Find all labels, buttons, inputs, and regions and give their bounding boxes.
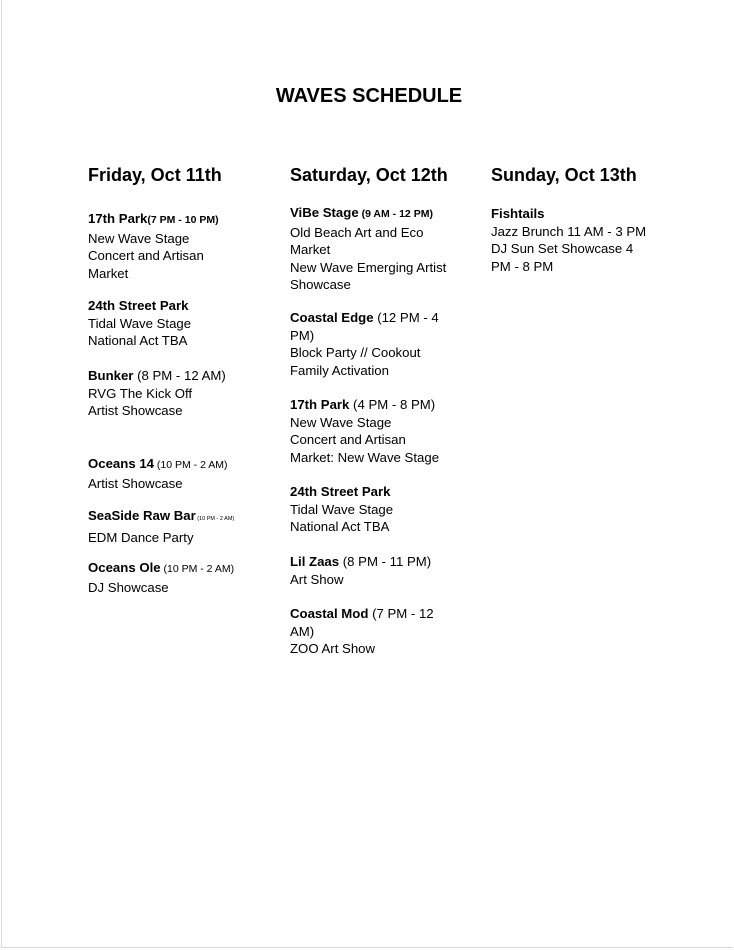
venue-name: Bunker: [88, 368, 134, 383]
event-line: Artist Showcase: [88, 475, 183, 491]
event-line: National Act TBA: [88, 333, 188, 348]
venue-name: Lil Zaas: [290, 554, 340, 569]
venue-name: Fishtails: [491, 206, 545, 221]
day-column-saturday: [290, 163, 460, 656]
venue-name: 17th Park: [88, 211, 148, 226]
event-line: Market: [290, 242, 331, 257]
venue-name: Oceans 14: [88, 456, 154, 471]
event-line: ZOO Art Show: [290, 641, 376, 656]
event-time: (10 PM - 2 AM): [153, 459, 228, 471]
event-line: New Wave Emerging Artist: [290, 259, 447, 275]
event-line: Market: New Wave Stage: [290, 449, 440, 465]
event-line: DJ Showcase: [88, 579, 169, 595]
event-block: [88, 210, 278, 282]
day-heading: Friday, Oct 11th: [88, 165, 222, 185]
event-block: [491, 205, 661, 275]
venue-name: Oceans Ole: [88, 560, 161, 575]
venue-name: Coastal Mod: [290, 606, 369, 621]
event-block: [290, 605, 460, 658]
venue-name: 24th Street Park: [88, 298, 189, 313]
page-title: WAVES SCHEDULE: [275, 85, 463, 107]
event-time: (7 PM - 10 PM): [147, 214, 219, 226]
event-time: (9 AM - 12 PM): [358, 208, 433, 220]
event-block: [88, 367, 278, 420]
event-line: Tidal Wave Stage: [290, 501, 394, 517]
event-block: [290, 553, 460, 588]
event-line: Art Show: [290, 571, 344, 587]
venue-name: 24th Street Park: [290, 484, 391, 499]
event-block: [88, 455, 278, 492]
event-block: [290, 396, 460, 466]
event-line: Artist Showcase: [88, 403, 183, 418]
event-time-cont: AM): [290, 623, 315, 639]
event-line: Showcase: [290, 277, 351, 292]
event-time-cont: PM): [290, 327, 315, 343]
day-column-friday: [88, 163, 278, 595]
event-block: [88, 559, 278, 596]
event-block: [88, 297, 278, 350]
event-line: EDM Dance Party: [88, 529, 194, 545]
event-line: Market: [88, 265, 129, 281]
event-line: PM - 8 PM: [491, 258, 554, 274]
venue-name: 17th Park: [290, 397, 350, 412]
event-time: (7 PM - 12: [368, 606, 434, 621]
event-time: (8 PM - 12 AM): [133, 368, 226, 383]
event-line: Concert and Artisan: [88, 248, 204, 263]
venue-name: SeaSide Raw Bar: [88, 508, 196, 523]
day-heading: Saturday, Oct 12th: [290, 165, 448, 185]
event-line: DJ Sun Set Showcase 4: [491, 241, 634, 256]
event-time: (8 PM - 11 PM): [339, 554, 432, 569]
venue-name: ViBe Stage: [290, 205, 359, 220]
event-line: National Act TBA: [290, 519, 390, 534]
event-time: (10 PM - 2 AM): [160, 563, 235, 575]
event-block: [88, 507, 278, 546]
day-column-sunday: [491, 163, 661, 274]
day-heading: Sunday, Oct 13th: [491, 165, 637, 185]
event-block: [290, 483, 460, 536]
event-time: (12 PM - 4: [373, 310, 439, 325]
event-block: [290, 204, 460, 294]
event-time: (10 PM - 2 AM): [195, 516, 235, 522]
event-line: RVG The Kick Off: [88, 385, 193, 401]
event-line: New Wave Stage: [290, 414, 392, 430]
event-line: Block Party // Cookout: [290, 345, 421, 360]
event-line: New Wave Stage: [88, 230, 190, 246]
event-line: Tidal Wave Stage: [88, 315, 192, 331]
event-line: Concert and Artisan: [290, 432, 406, 447]
venue-name: Coastal Edge: [290, 310, 374, 325]
event-line: Old Beach Art and Eco: [290, 224, 424, 240]
event-block: [290, 309, 460, 379]
event-time: (4 PM - 8 PM): [349, 397, 436, 412]
event-line: Jazz Brunch 11 AM - 3 PM: [491, 223, 647, 239]
event-line: Family Activation: [290, 362, 389, 378]
